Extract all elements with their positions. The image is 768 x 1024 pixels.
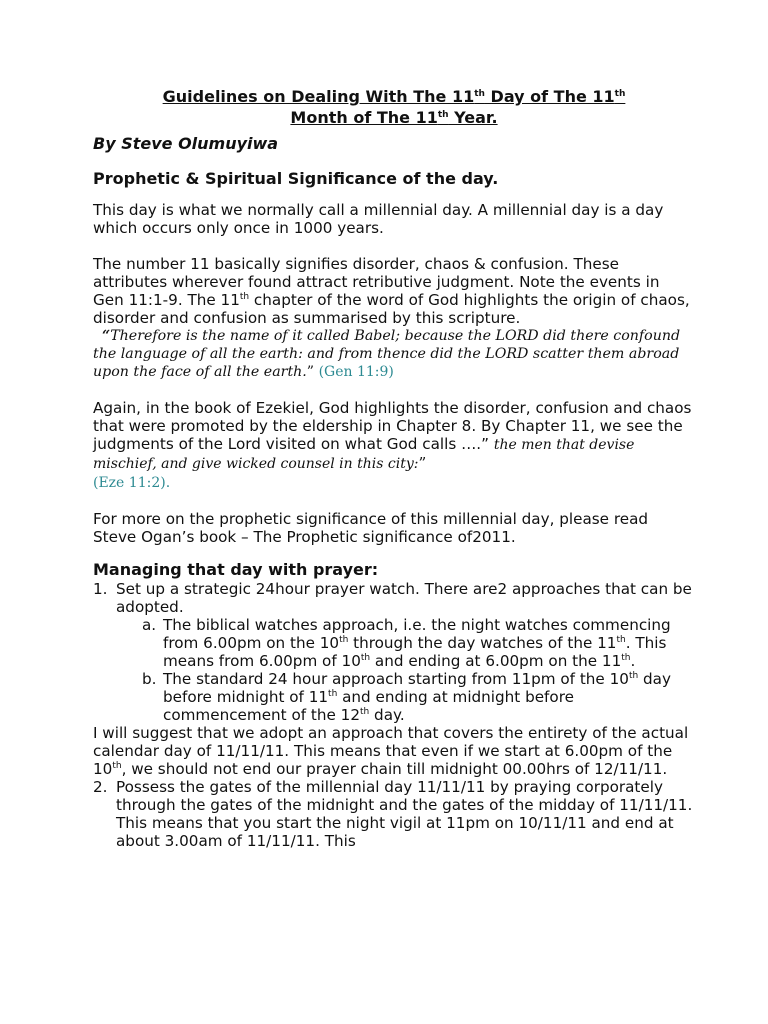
document-title: Guidelines on Dealing With The 11th Day of The 11th Month of The 11th Year.	[162, 87, 626, 127]
prayer-steps-list	[93, 580, 693, 724]
prayer-steps-list-continued	[93, 778, 693, 850]
document-body	[93, 86, 693, 850]
section-heading-significance: Prophetic & Spiritual Significance of the day.	[93, 169, 499, 188]
scripture-quote: “Therefore is the name of it called Babel; because the LORD did there confound the language of all the earth: and from thence did the LORD scatter them abroad upon the face of all the earth.” (Gen 11:9)	[93, 328, 681, 380]
list-item: 2. Possess the gates of the millennial day 11/11/11 by praying corporately through the gates of the midnight and the gates of the midday of 11/11/11. This means that you start the night vigil at 11pm on 10/11/11 and end at about 3.00am of 11/11/11. This	[93, 778, 693, 850]
paragraph-number-eleven: The number 11 basically signifies disorder, chaos & confusion. These attributes wherever found attract retributive judgment. Note the events in Gen 11:1-9. The 11th chapter of the word of God highlights the origin of chaos, disorder and confusion as summarised by this scripture.	[93, 255, 690, 327]
section-heading-prayer: Managing that day with prayer:	[93, 560, 379, 579]
paragraph-millennial-day: This day is what we normally call a millennial day. A millennial day is a day which occurs only once in 1000 years.	[93, 201, 664, 237]
scripture-reference: (Eze 11:2).	[93, 475, 171, 491]
paragraph-more-reading: For more on the prophetic significance of this millennial day, please read Steve Ogan’s book – The Prophetic significance of2011.	[93, 510, 649, 546]
paragraph-ezekiel: Again, in the book of Ezekiel, God highlights the disorder, confusion and chaos that were promoted by the eldership in Chapter 8. By Chapter 11, we see the judgments of the Lord visited on what God calls ….” the men that devise mischief, and give wicked counsel in this city:” (Eze 11:2).	[93, 399, 692, 491]
list-item: b. The standard 24 hour approach starting from 11pm of the 10th day before midnight of 11th and ending at midnight before commencement of the 12th day.	[142, 670, 671, 724]
paragraph-suggestion: I will suggest that we adopt an approach that covers the entirety of the actual calendar day of 11/11/11. This means that even if we start at 6.00pm of the 10th, we should not end our prayer chain till midnight 00.00hrs of 12/11/11.	[93, 724, 689, 778]
author-byline: By Steve Olumuyiwa	[93, 134, 279, 153]
list-item: 1. Set up a strategic 24hour prayer watch. There are2 approaches that can be adopted.	[93, 580, 692, 616]
list-item: a. The biblical watches approach, i.e. the night watches commencing from 6.00pm on the 10th through the day watches of the 11th. This means from 6.00pm of 10th and ending at 6.00pm on the 11th.	[142, 616, 671, 670]
scripture-reference: (Gen 11:9)	[318, 364, 394, 380]
